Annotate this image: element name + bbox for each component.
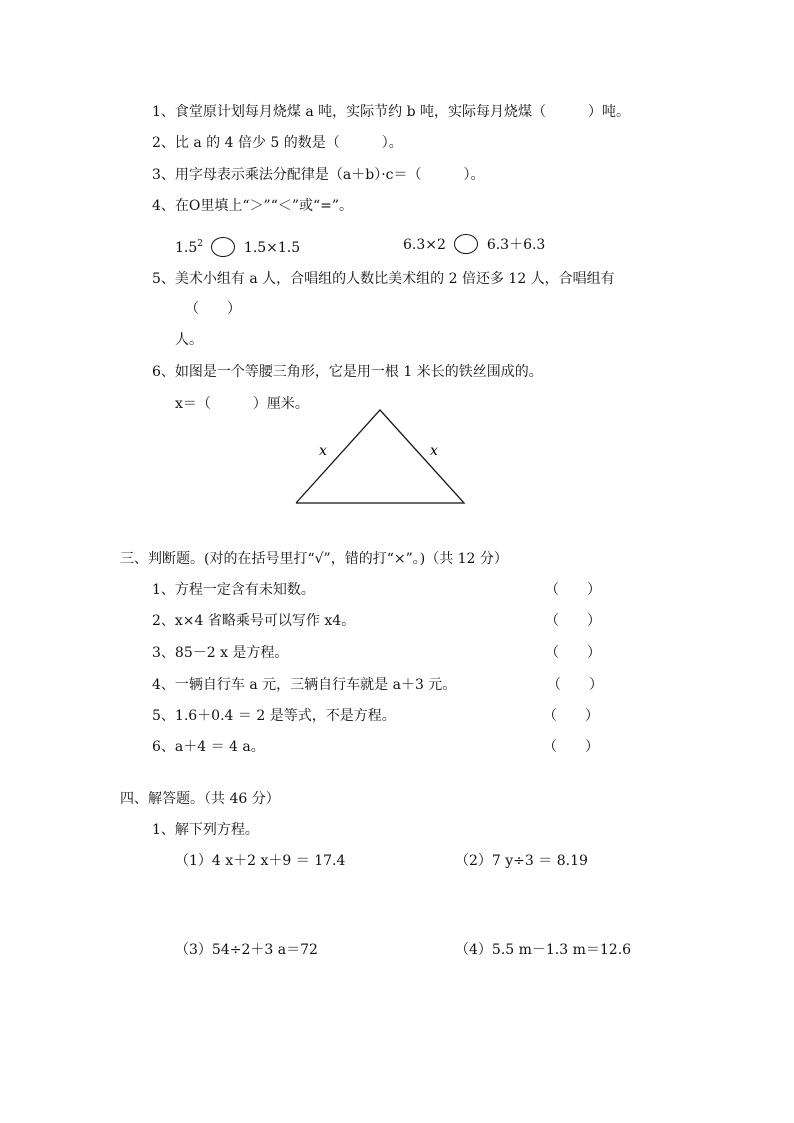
triangle-side-right-label: x bbox=[430, 443, 438, 459]
question-6: 6、如图是一个等腰三角形，它是用一根 1 米长的铁丝围成的。 bbox=[152, 364, 543, 380]
judgement-item-5: 5、1.6＋0.4 ＝ 2 是等式，不是方程。 bbox=[152, 708, 396, 724]
judgement-item-2: 2、x×4 省略乘号可以写作 x4。 bbox=[152, 613, 356, 629]
judgement-paren-2[interactable]: （ ） bbox=[545, 613, 601, 629]
question-4: 4、在O里填上“＞”“＜”或“=”。 bbox=[152, 198, 354, 214]
compare-a-right: 1.5×1.5 bbox=[243, 240, 301, 256]
judgement-paren-1[interactable]: （ ） bbox=[545, 582, 601, 598]
judgement-item-3: 3、85－2 x 是方程。 bbox=[152, 645, 289, 661]
judgement-section-title: 三、判断题。(对的在括号里打“√”，错的打“×”。)（共 12 分） bbox=[120, 551, 508, 567]
question-5-line-1: 5、美术小组有 a 人，合唱组的人数比美术组的 2 倍还多 12 人，合唱组有 bbox=[152, 271, 615, 287]
judgement-item-1: 1、方程一定含有未知数。 bbox=[152, 582, 315, 598]
compare-a-left: 1.5 bbox=[175, 240, 198, 256]
solve-subtitle: 1、解下列方程。 bbox=[152, 822, 259, 838]
equation-3: （3）54÷2＋3 a＝72 bbox=[175, 942, 318, 958]
triangle-side-left-label: x bbox=[319, 443, 327, 459]
equation-2: （2）7 y÷3 ＝ 8.19 bbox=[455, 853, 588, 869]
equation-1: （1）4 x＋2 x＋9 ＝ 17.4 bbox=[175, 853, 346, 869]
equation-4: （4）5.5 m－1.3 m＝12.6 bbox=[455, 942, 632, 958]
compare-a-exponent: 2 bbox=[197, 239, 203, 249]
question-6-answer: x＝（ ）厘米。 bbox=[175, 396, 309, 412]
question-1: 1、食堂原计划每月烧煤 a 吨，实际节约 b 吨，实际每月烧煤（ ）吨。 bbox=[152, 104, 631, 120]
judgement-paren-4[interactable]: （ ） bbox=[547, 677, 603, 693]
question-5-line-3: 人。 bbox=[175, 332, 203, 348]
judgement-paren-6[interactable]: （ ） bbox=[543, 739, 599, 755]
solve-section-title: 四、解答题。（共 46 分） bbox=[120, 791, 280, 807]
question-5-blank[interactable]: （ ） bbox=[185, 301, 241, 317]
compare-b-right: 6.3＋6.3 bbox=[486, 237, 546, 253]
judgement-paren-3[interactable]: （ ） bbox=[545, 645, 601, 661]
question-3: 3、用字母表示乘法分配律是（a＋b）·c＝（ ）。 bbox=[152, 167, 485, 183]
question-2: 2、比 a 的 4 倍少 5 的数是（ ）。 bbox=[152, 135, 403, 151]
judgement-paren-5[interactable]: （ ） bbox=[543, 708, 599, 724]
compare-b-left: 6.3×2 bbox=[403, 237, 446, 253]
judgement-item-6: 6、a＋4 ＝ 4 a。 bbox=[152, 739, 265, 755]
judgement-item-4: 4、一辆自行车 a 元，三辆自行车就是 a＋3 元。 bbox=[152, 677, 457, 693]
